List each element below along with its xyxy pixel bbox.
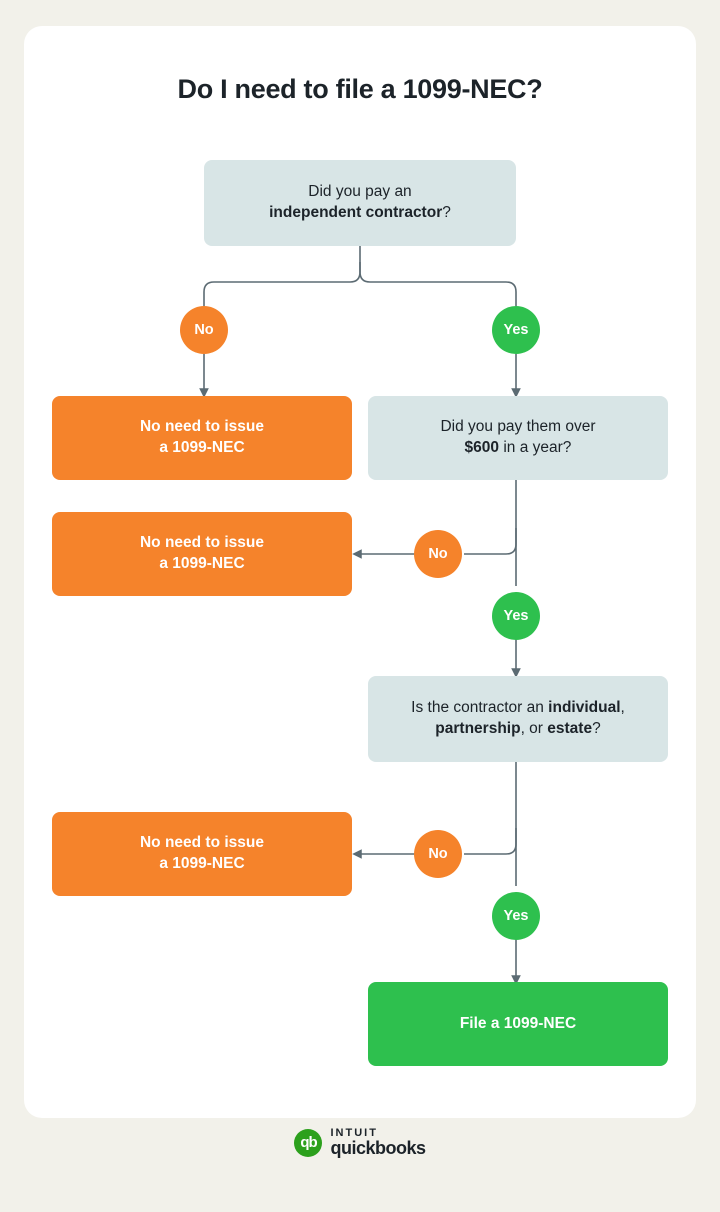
r1-line2: a 1099-NEC — [159, 439, 245, 456]
q1-line2-bold: independent contractor — [269, 204, 443, 221]
q3-line1-head: Is the contractor an — [411, 699, 549, 717]
q1-yes-text: Yes — [503, 322, 529, 338]
q3-yes-text: Yes — [503, 908, 529, 924]
q2-line2-bold: $600 — [464, 439, 500, 456]
r1-line1: No need to issue — [139, 418, 265, 436]
q2-yes-text: Yes — [503, 608, 529, 624]
result-node-no-need-3 — [52, 812, 352, 896]
q1-line2-tail: ? — [442, 204, 451, 221]
branch-label-q1-yes — [492, 306, 540, 354]
logo-wordmark — [330, 1128, 425, 1157]
q2-no-text: No — [428, 546, 448, 562]
branch-label-q3-yes — [492, 892, 540, 940]
question-node-contractor — [204, 160, 516, 246]
q3-no-text: No — [428, 846, 448, 862]
q1-no-text: No — [194, 322, 214, 338]
final-text: File a 1099-NEC — [459, 1014, 577, 1032]
branch-label-q1-no — [180, 306, 228, 354]
r3-line2: a 1099-NEC — [159, 855, 245, 872]
q3-line2-bold-a: partnership — [435, 720, 521, 737]
q3-line1-bold: individual — [548, 699, 621, 717]
question-node-over-600 — [368, 396, 668, 480]
q3-line2-mid: , or — [520, 720, 548, 737]
logo-mark-text: qb — [300, 1134, 317, 1151]
q2-line1: Did you pay them over — [440, 418, 596, 436]
branch-label-q2-no — [414, 530, 462, 578]
logo-product-text: quickbooks — [330, 1138, 426, 1158]
page-title: Do I need to file a 1099-NEC? — [177, 74, 543, 104]
q1-line1: Did you pay an — [308, 183, 412, 201]
q2-line2-tail: in a year? — [499, 439, 572, 456]
branch-label-q2-yes — [492, 592, 540, 640]
logo-intuit-text: INTUIT — [330, 1127, 378, 1139]
r2-line2: a 1099-NEC — [159, 555, 245, 572]
question-node-entity-type — [368, 676, 668, 762]
infographic-card — [24, 26, 696, 1118]
flowchart — [24, 26, 696, 1118]
result-node-no-need-1 — [52, 396, 352, 480]
branch-label-q3-no — [414, 830, 462, 878]
result-node-no-need-2 — [52, 512, 352, 596]
r3-line1: No need to issue — [139, 834, 265, 852]
r2-line1: No need to issue — [139, 534, 265, 552]
quickbooks-logo — [0, 1128, 720, 1157]
quickbooks-mark-icon — [294, 1129, 322, 1157]
q3-line1-tail: , — [620, 699, 625, 717]
q3-line2-bold-b: estate — [547, 720, 593, 737]
q3-line2-tail: ? — [592, 720, 601, 737]
result-node-file-1099 — [368, 982, 668, 1066]
